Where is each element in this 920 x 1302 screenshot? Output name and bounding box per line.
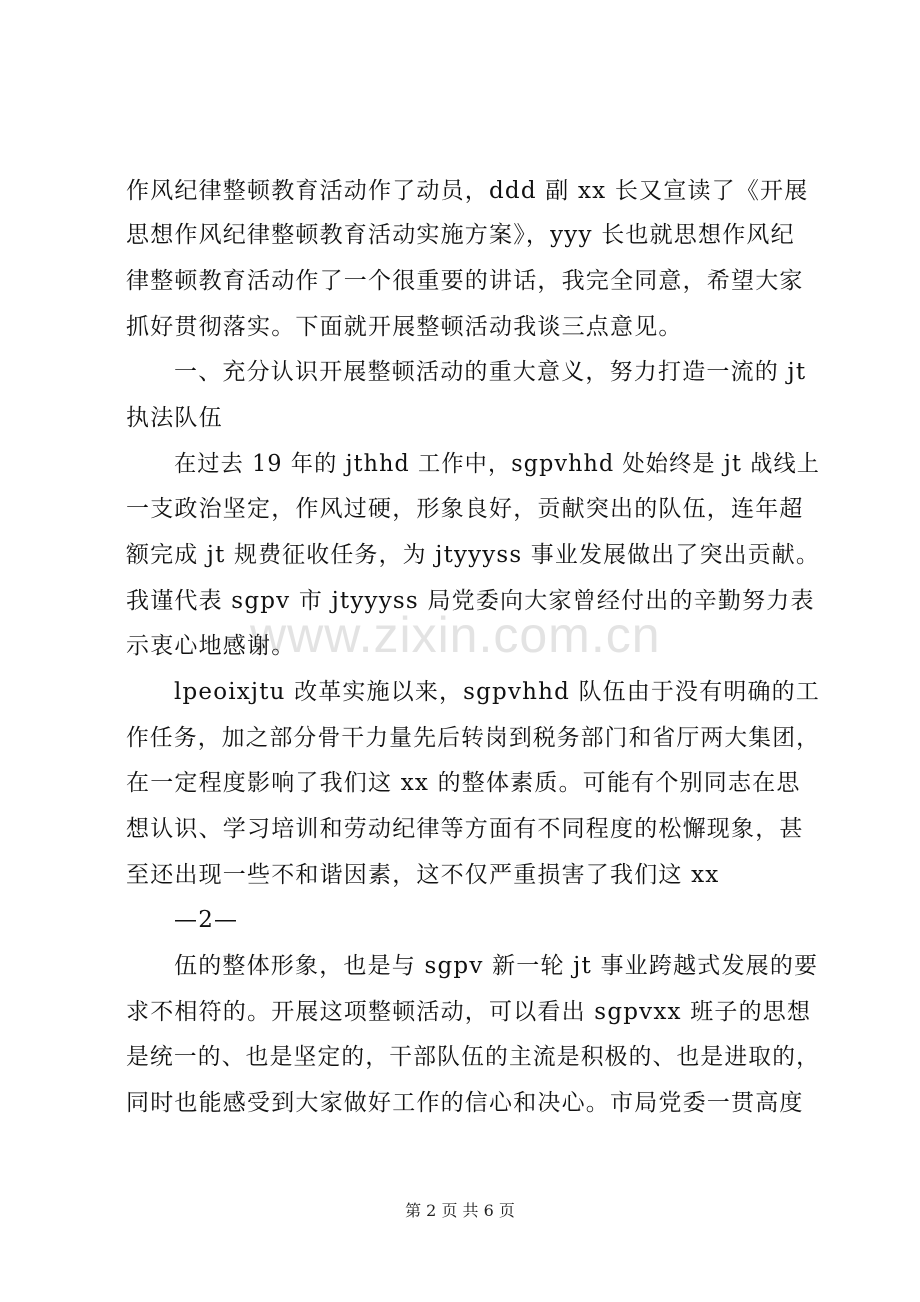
text-line: lpeoixjtu 改革实施以来，sgpvhhd 队伍由于没有明确的工 [174, 679, 820, 705]
text-line: 示衷心地感谢。 [126, 633, 296, 659]
watermark: www.zixin.com.cn [250, 607, 661, 663]
text-line: 至还出现一些不和谐因素，这不仅严重损害了我们这 xx [126, 862, 720, 888]
text-line: 思想作风纪律整顿教育活动实施方案》，yyy 长也就思想作风纪 [126, 222, 795, 248]
text-line: 求不相符的。开展这项整顿活动，可以看出 sgpvxx 班子的思想 [126, 999, 812, 1025]
text-line: 我谨代表 sgpv 市 jtyyyss 局党委向大家曾经付出的辛勤努力表 [126, 588, 815, 614]
text-line: 伍的整体形象，也是与 sgpv 新一轮 jt 事业跨越式发展的要 [174, 953, 819, 979]
inline-page-number: —2— [174, 907, 239, 933]
text-line: 在过去 19 年的 jthhd 工作中，sgpvhhd 处始终是 jt 战线上 [174, 451, 821, 477]
text-line: 是统一的、也是坚定的，干部队伍的主流是积极的、也是进取的， [126, 1044, 821, 1070]
text-line: 在一定程度影响了我们这 xx 的整体素质。可能有个别同志在思 [126, 770, 801, 796]
section-heading-cont: 执法队伍 [126, 405, 223, 431]
page-footer: 第 2 页 共 6 页 [405, 1201, 515, 1220]
text-line: 抓好贯彻落实。下面就开展整顿活动我谈三点意见。 [126, 314, 683, 340]
text-line: 想认识、学习培训和劳动纪律等方面有不同程度的松懈现象，甚 [126, 816, 804, 842]
text-line: 作任务，加之部分骨干力量先后转岗到税务部门和省厅两大集团， [126, 725, 821, 751]
text-line: 律整顿教育活动作了一个很重要的讲话，我完全同意，希望大家 [126, 268, 804, 294]
text-line: 同时也能感受到大家做好工作的信心和决心。市局党委一贯高度 [126, 1090, 804, 1116]
text-line: 额完成 jt 规费征收任务，为 jtyyyss 事业发展做出了突出贡献。 [126, 542, 820, 568]
text-line: 作风纪律整顿教育活动作了动员，ddd 副 xx 长又宣读了《开展 [126, 178, 809, 204]
text-line: 一支政治坚定，作风过硬，形象良好，贡献突出的队伍，连年超 [126, 496, 804, 522]
section-heading: 一、充分认识开展整顿活动的重大意义，努力打造一流的 jt [174, 359, 807, 385]
